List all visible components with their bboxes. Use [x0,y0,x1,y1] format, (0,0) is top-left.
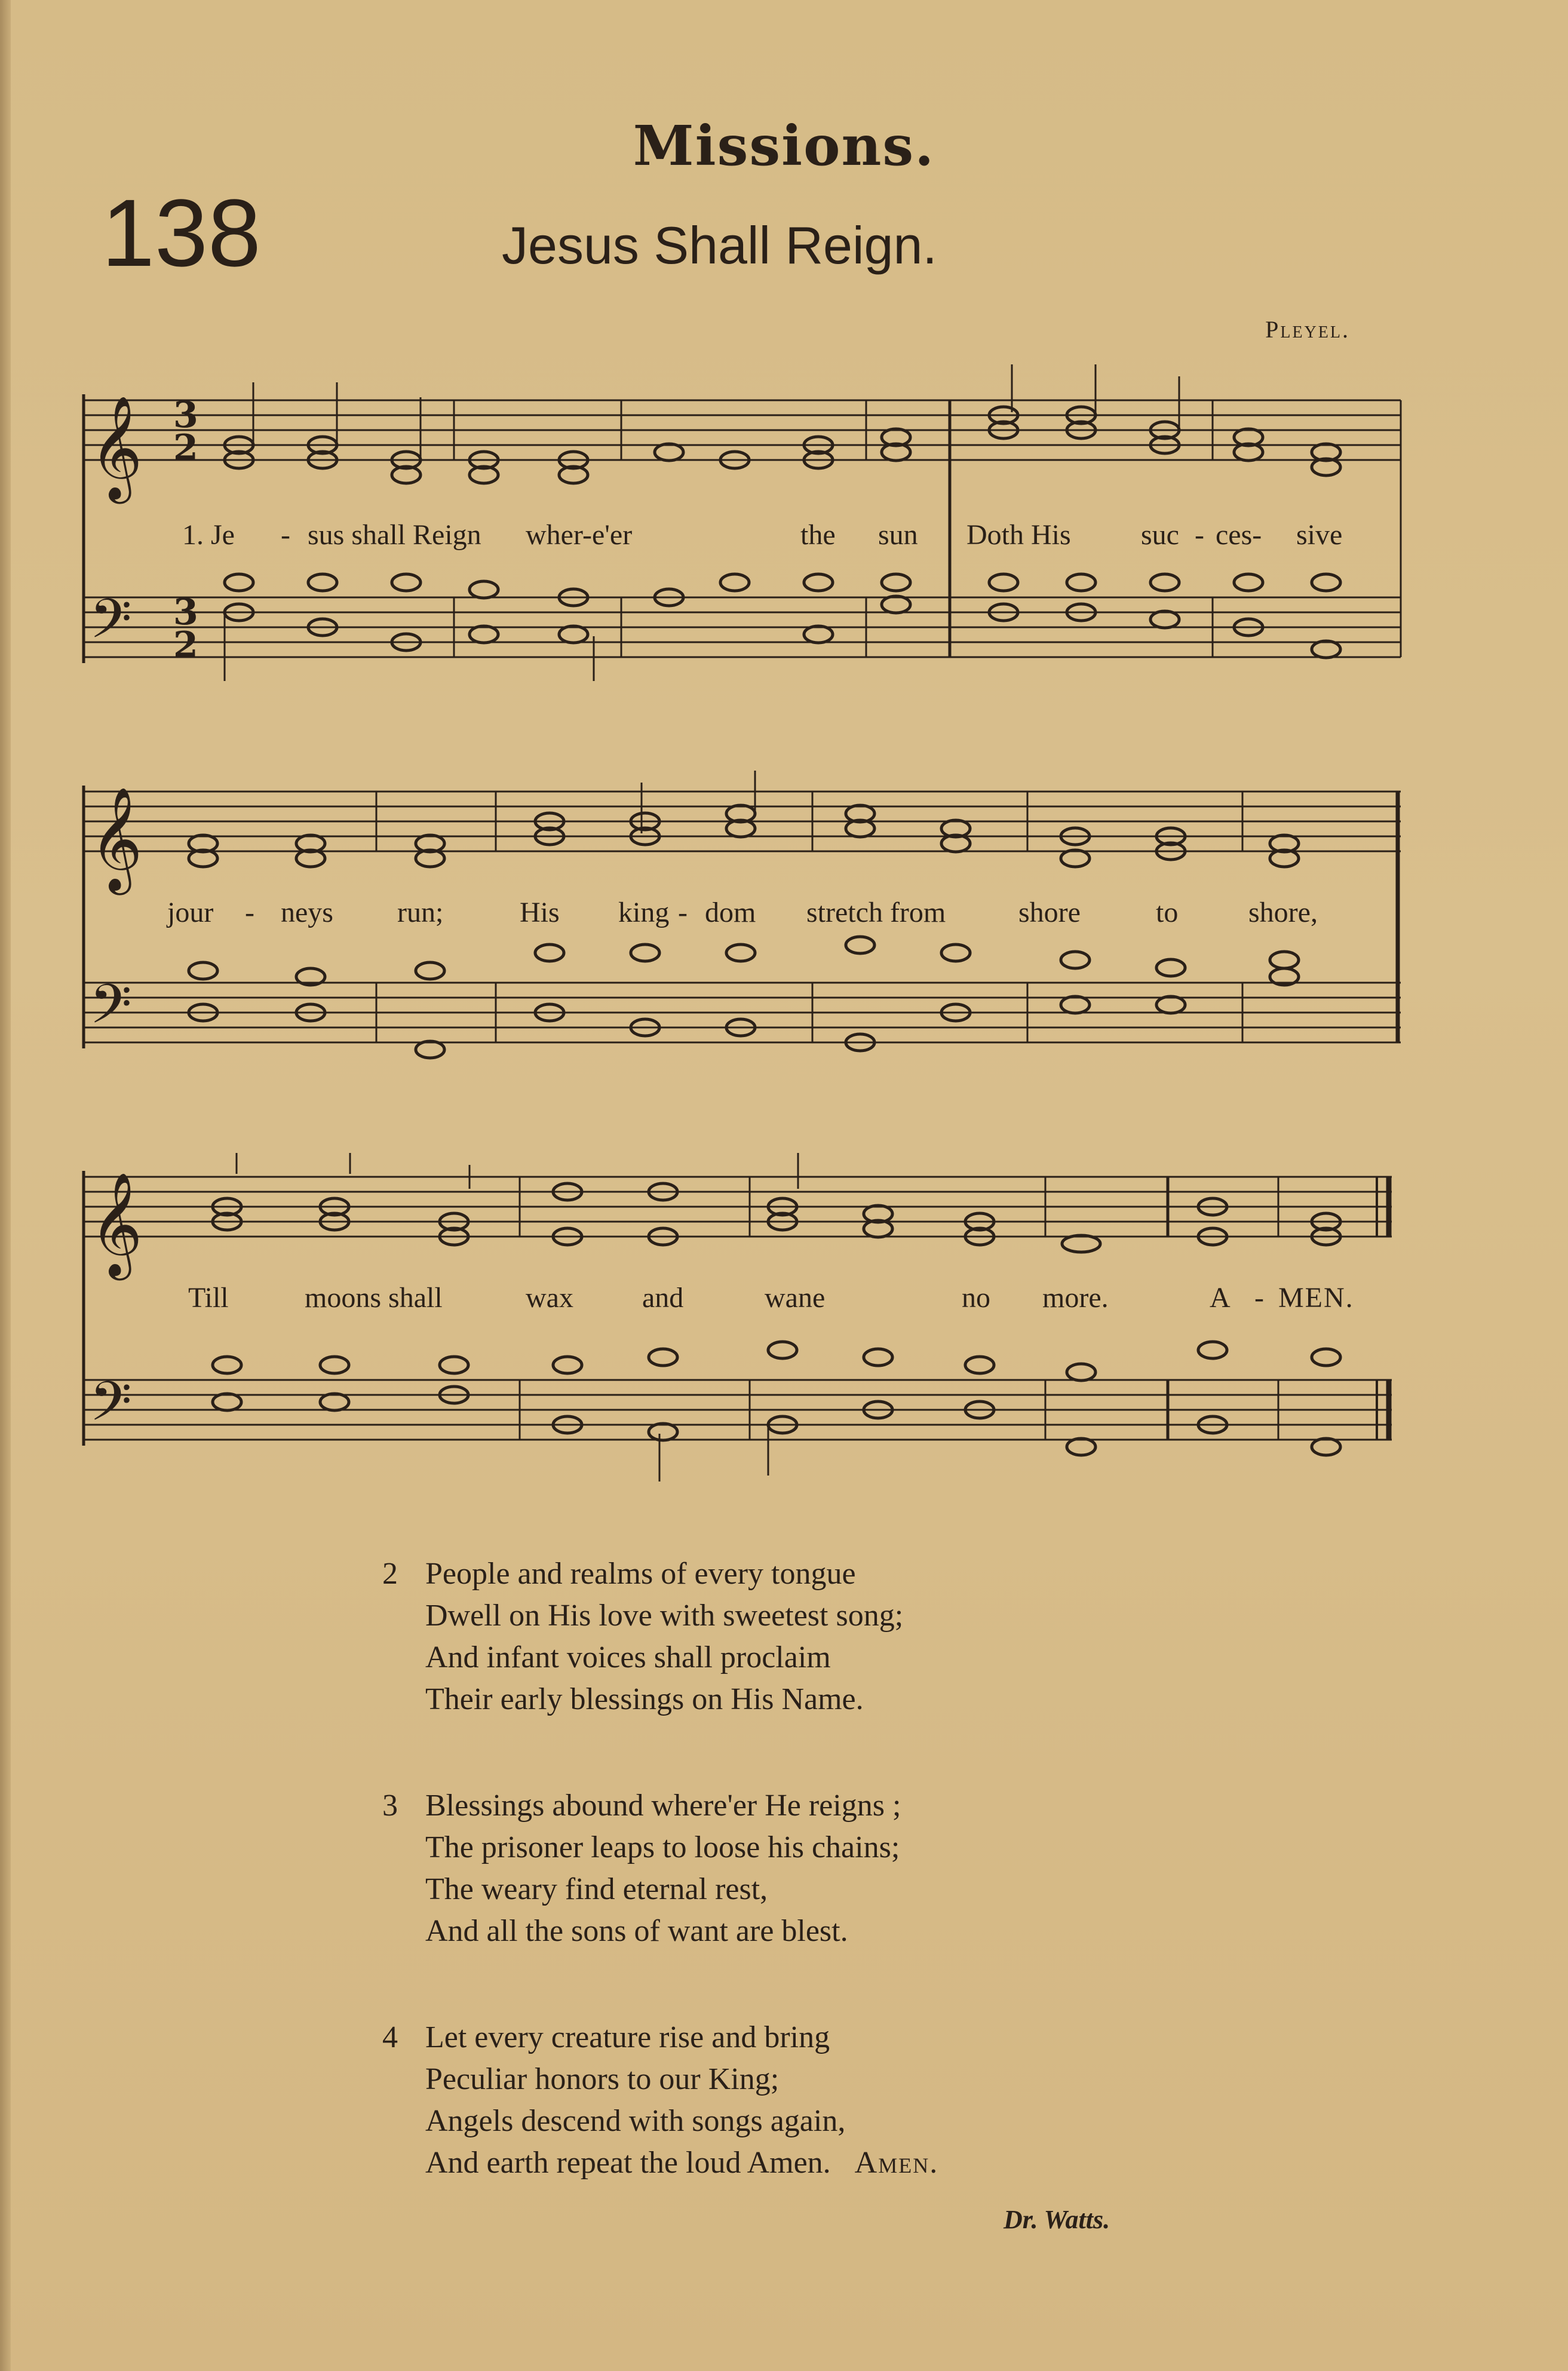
svg-text:3: 3 [173,591,198,633]
lyric-syllable: sus shall Reign [308,519,481,551]
lyric-syllable: 1. Je [182,519,235,551]
lyric-syllable: moons shall [305,1282,443,1314]
lyric-syllable: stretch from [806,897,946,928]
lyric-syllable: His [520,897,560,928]
lyric-syllable: suc [1141,519,1179,551]
author-credit: Dr. Watts. [1004,2205,1110,2234]
verse-2 [382,1553,938,1720]
hymn-number: 138 [102,179,261,286]
bass-staff-1 [84,597,1401,657]
verse-number: 4 [382,2020,398,2054]
lyric-syllable: ces- [1216,519,1262,551]
svg-text:3: 3 [173,394,198,436]
lyric-syllable: sive [1296,519,1343,551]
verse-line: Dwell on His love with sweetest song; [425,1599,904,1633]
lyric-syllable: jour [167,897,214,928]
lyric-syllable: A [1210,1282,1231,1314]
lyric-syllable: Till [188,1282,229,1314]
svg-text:𝄢: 𝄢 [90,1370,132,1446]
verse-line: And all the sons of want are blest. [425,1914,848,1948]
lyric-syllable: shore [1018,897,1081,928]
lyric-syllable: wane [765,1282,826,1314]
lyric-syllable: - [678,897,688,928]
lyric-syllable: dom [705,897,756,928]
verse-line: And infant voices shall proclaim [425,1640,831,1674]
verse-number: 3 [382,1789,398,1823]
svg-text:2: 2 [173,427,198,469]
lyric-syllable: more. [1042,1282,1109,1314]
svg-text:𝄞: 𝄞 [90,395,143,499]
lyric-syllable: - [281,519,290,551]
hymn-title: Jesus Shall Reign. [502,216,937,275]
amen-marker: Amen. [854,2146,939,2180]
lyric-syllable: sun [878,519,918,551]
lyric-syllable: the [800,519,836,551]
lyric-syllable: no [962,1282,990,1314]
lyric-syllable: - [1254,1282,1264,1314]
lyric-syllable: MEN. [1278,1282,1354,1314]
verse-line: The prisoner leaps to loose his chains; [425,1830,900,1864]
bass-staff-2 [84,983,1401,1042]
lyric-syllable: shore, [1248,897,1318,928]
section-title: Missions. [633,114,935,178]
composer-credit: Pleyel. [1265,316,1350,343]
verse-line: And earth repeat the loud Amen. [425,2146,831,2180]
treble-staff-3 [84,1177,1392,1237]
lyric-syllable: and [642,1282,684,1314]
lyric-syllable: wax [526,1282,573,1314]
bass-staff-3 [84,1380,1392,1440]
verse-line: People and realms of every tongue [425,1557,856,1591]
verse-4 [382,2017,938,2184]
verse-line: Angels descend with songs again, [425,2104,846,2138]
lyric-syllable: run; [397,897,444,928]
lyric-syllable: neys [281,897,333,928]
lyric-syllable: to [1156,897,1179,928]
lyric-syllable: king [618,897,670,928]
treble-staff-1 [84,400,1401,460]
verse-line: Blessings abound where'er He reigns ; [425,1789,901,1823]
svg-text:𝄞: 𝄞 [90,1172,143,1276]
svg-text:𝄢: 𝄢 [90,587,132,664]
verse-line: Let every creature rise and bring [425,2020,830,2054]
lyric-syllable: - [245,897,254,928]
lyric-syllable: wher-e'er [526,519,633,551]
svg-text:𝄞: 𝄞 [90,787,143,891]
svg-text:𝄢: 𝄢 [90,973,132,1049]
lyric-syllable: - [1195,519,1204,551]
additional-verses [382,1553,938,2249]
verse-number: 2 [382,1557,398,1591]
verse-line: The weary find eternal rest, [425,1872,768,1906]
lyric-syllable: Doth His [966,519,1071,551]
svg-text:2: 2 [173,624,198,666]
verse-line: Peculiar honors to our King; [425,2062,780,2096]
verse-3 [382,1785,938,1952]
verse-line: Their early blessings on His Name. [425,1682,864,1716]
